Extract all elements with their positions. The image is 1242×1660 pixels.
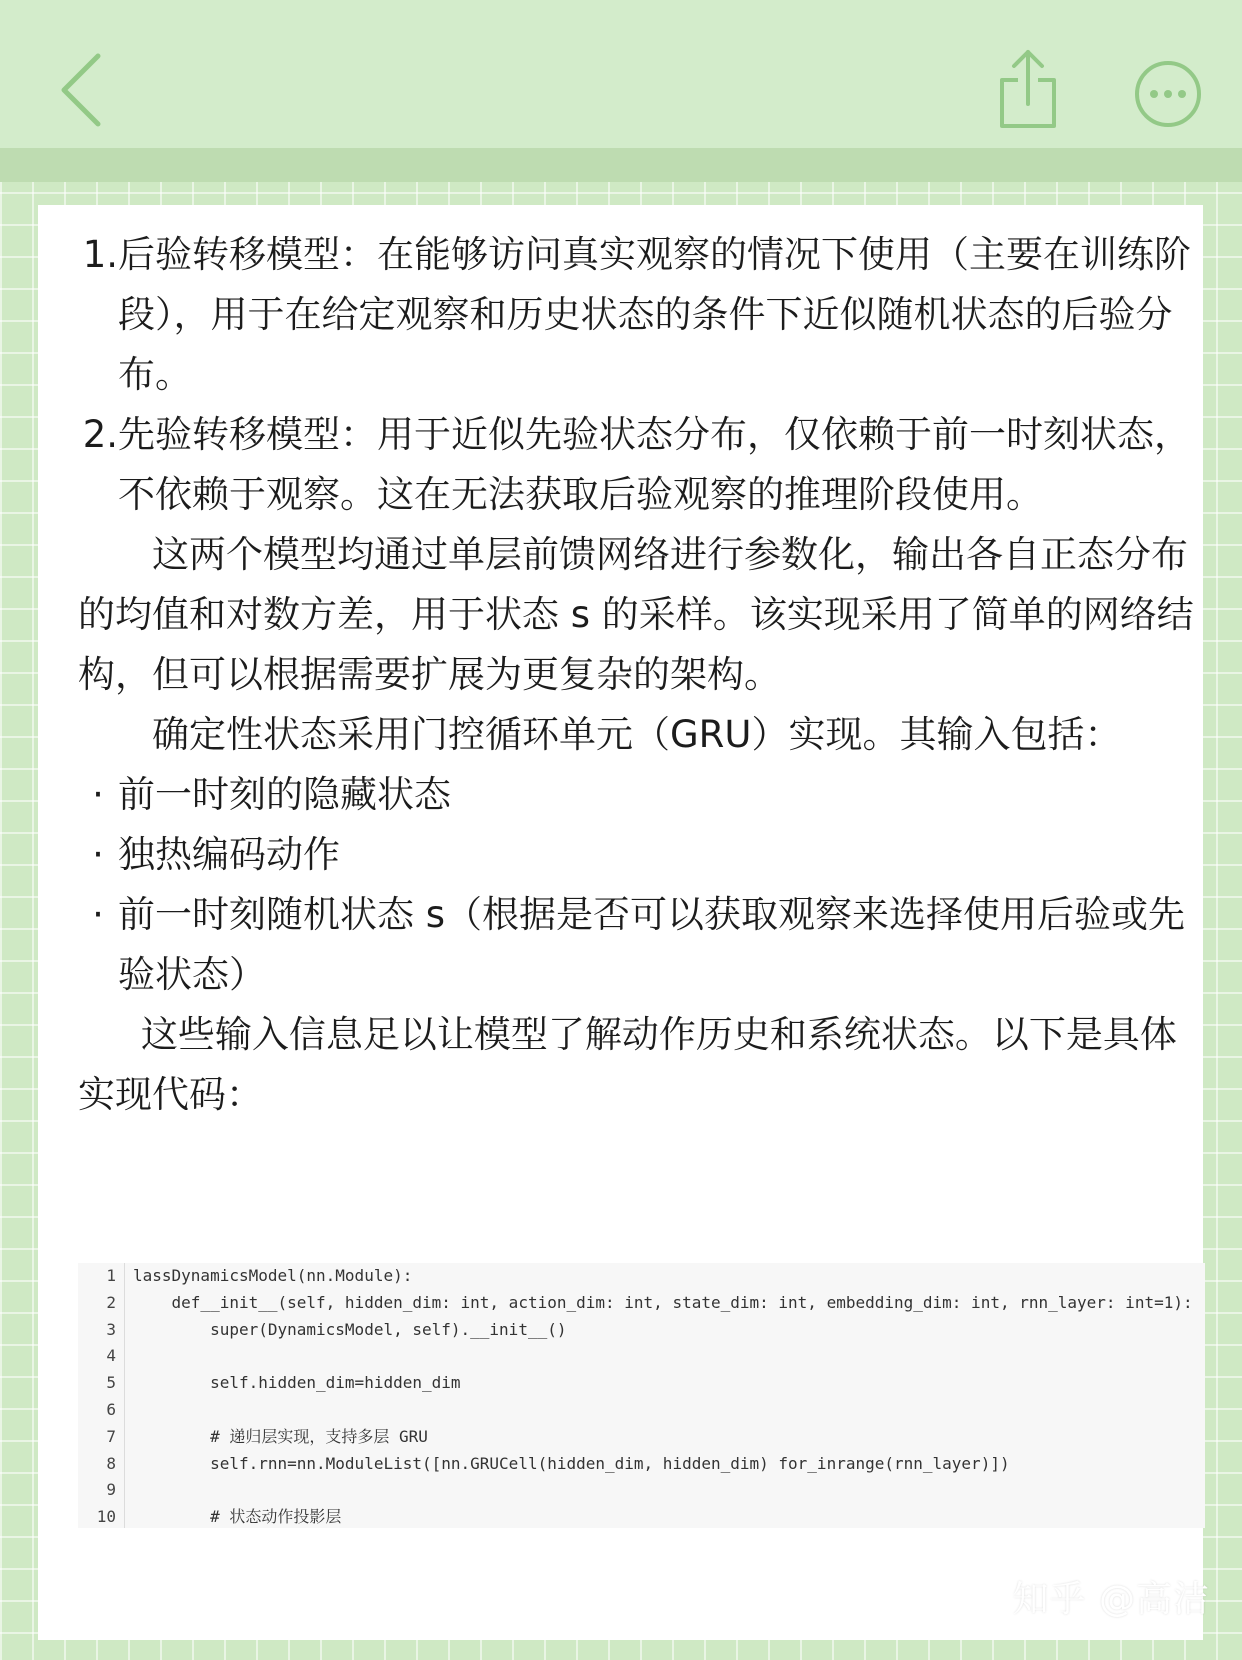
code-text: [133, 1477, 1205, 1504]
code-line: [78, 1263, 1205, 1290]
bullet-dot: ·: [92, 833, 104, 876]
line-number: 1: [78, 1263, 125, 1290]
code-line: [78, 1504, 1205, 1528]
code-line: [78, 1317, 1205, 1344]
top-bar-shadow-strip: [0, 148, 1242, 182]
list-item-prior-model: [78, 405, 1196, 525]
bullet-text: 前一时刻的隐藏状态: [118, 773, 451, 816]
code-line: [78, 1424, 1205, 1451]
code-text: self.rnn=nn.ModuleList([nn.GRUCell(hidden_dim, hidden_dim) for_inrange(rnn_layer)]): [133, 1453, 1010, 1473]
line-number: 6: [78, 1397, 125, 1424]
line-number: 2: [78, 1290, 125, 1317]
code-text: lassDynamicsModel(nn.Module):: [133, 1266, 413, 1285]
back-chevron-icon[interactable]: [56, 52, 112, 128]
code-line: [78, 1477, 1205, 1504]
line-number: 8: [78, 1451, 125, 1478]
share-icon[interactable]: [996, 46, 1060, 130]
bullet-dot: ·: [92, 893, 104, 936]
code-block: [78, 1263, 1205, 1528]
bullet-item: [78, 885, 1196, 1005]
line-number: 9: [78, 1477, 125, 1504]
code-line: [78, 1343, 1205, 1370]
paragraph-models: 这两个模型均通过单层前馈网络进行参数化，输出各自正态分布的均值和对数方差，用于状态 s 的采样。该实现采用了简单的网络结构，但可以根据需要扩展为更复杂的架构。: [78, 533, 1194, 696]
list-text: 先验转移模型：用于近似先验状态分布，仅依赖于前一时刻状态，不依赖于观察。这在无法获取后验观察的推理阶段使用。: [118, 413, 1191, 516]
line-number: 4: [78, 1343, 125, 1370]
article-card: [38, 205, 1203, 1640]
bullet-text: 独热编码动作: [118, 833, 340, 876]
code-line: [78, 1397, 1205, 1424]
zhihu-watermark: 知乎 @高洁: [1012, 1579, 1210, 1620]
paragraph-code-intro: 这些输入信息足以让模型了解动作历史和系统状态。以下是具体实现代码：: [78, 1013, 1177, 1116]
article-body: [78, 225, 1196, 1125]
code-line: [78, 1370, 1205, 1397]
more-options-icon[interactable]: [1134, 60, 1202, 128]
code-text: [133, 1397, 1205, 1424]
list-number: 1.: [82, 233, 118, 276]
line-number: 3: [78, 1317, 125, 1344]
list-text: 后验转移模型：在能够访问真实观察的情况下使用（主要在训练阶段），用于在给定观察和历史状态的条件下近似随机状态的后验分布。: [118, 233, 1191, 396]
code-text: self.hidden_dim=hidden_dim: [133, 1373, 461, 1393]
bullet-item: [78, 825, 1196, 885]
code-text: super(DynamicsModel, self).__init__(): [133, 1319, 567, 1339]
code-text: def__init__(self, hidden_dim: int, action_dim: int, state_dim: int, embedding_dim: int, rnn_layer: int=1):: [133, 1292, 1193, 1312]
paragraph-gru: 确定性状态采用门控循环单元（GRU）实现。其输入包括：: [152, 713, 1122, 756]
code-text: [133, 1343, 1205, 1370]
bullet-dot: ·: [92, 773, 104, 816]
code-line: [78, 1451, 1205, 1478]
line-number: 5: [78, 1370, 125, 1397]
line-number: 7: [78, 1424, 125, 1451]
code-text: # 状态动作投影层: [133, 1507, 342, 1527]
bullet-text: 前一时刻随机状态 s（根据是否可以获取观察来选择使用后验或先验状态）: [118, 893, 1186, 996]
list-number: 2.: [82, 413, 118, 456]
line-number: 10: [78, 1504, 125, 1528]
code-line: [78, 1290, 1205, 1317]
code-text: # 递归层实现，支持多层 GRU: [133, 1426, 428, 1446]
list-item-posterior-model: [78, 225, 1196, 405]
bullet-item: [78, 765, 1196, 825]
